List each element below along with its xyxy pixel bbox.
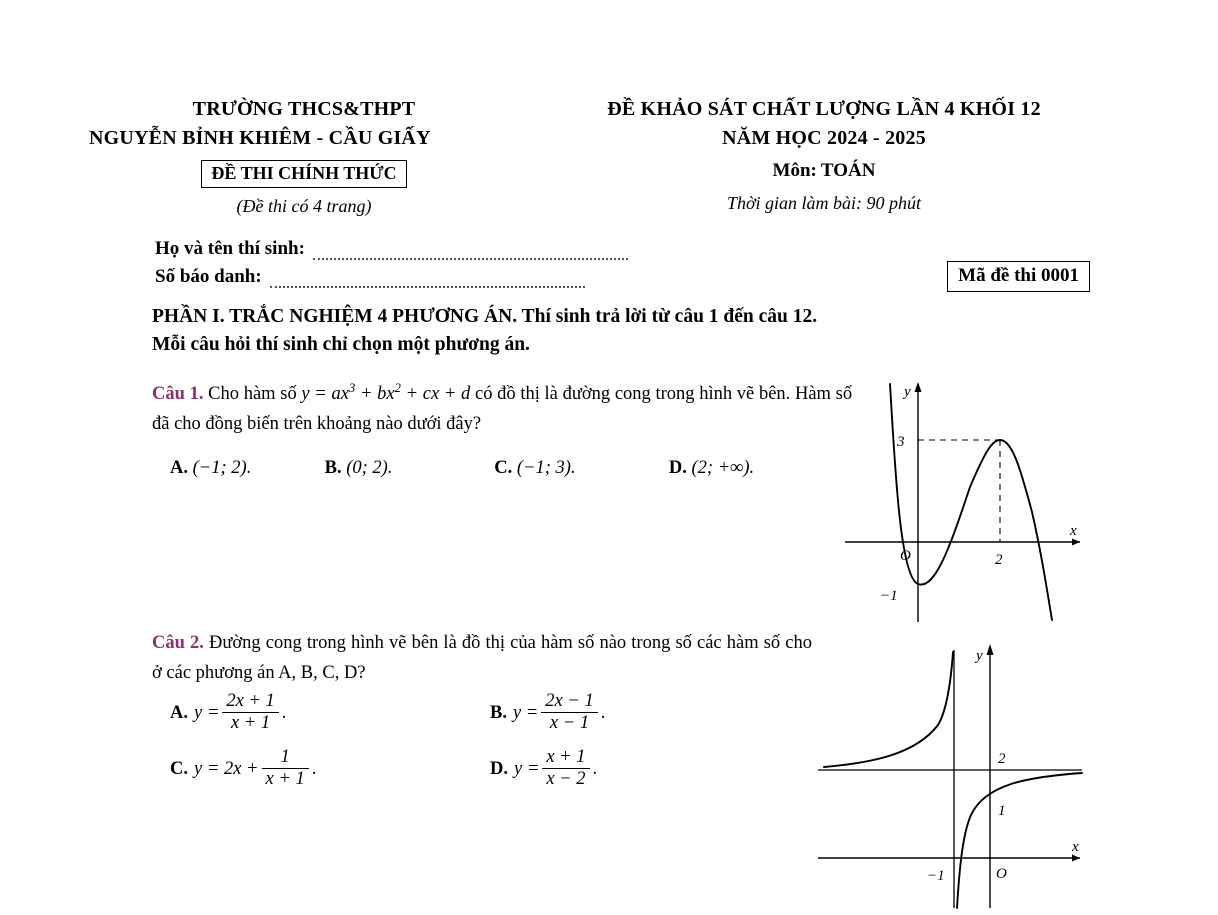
question-1-option-c-value: (−1; 3). [516,458,576,478]
pages-note: (Đề thi có 4 trang) [236,196,372,216]
time-note: Thời gian làm bài: 90 phút [726,193,922,213]
question-1-option-a[interactable] [170,458,320,479]
candidate-id-row [155,266,1055,288]
question-2-option-d-key: D. [490,758,508,779]
question-1-text-part1: Cho hàm số [208,384,297,405]
x-axis-arrow [1072,855,1080,862]
question-1-figure [840,372,1100,627]
question-2-option-d-lead: y = [514,758,540,779]
candidate-info [155,238,1055,294]
fig1-tick-y-3: 3 [897,434,905,450]
question-2-option-d-denominator: x − 2 [546,768,586,789]
question-1-options [170,458,870,479]
question-2-option-d[interactable] [490,748,810,792]
exam-code-badge: Mã đề thi 0001 [947,261,1090,292]
candidate-id-input[interactable] [270,274,585,288]
candidate-name-input[interactable] [313,246,628,260]
question-1-option-c[interactable] [494,458,664,479]
question-1-option-a-value: (−1; 2). [192,458,252,478]
question-1-option-d[interactable] [669,458,754,479]
question-2-option-d-fraction [542,747,589,791]
question-1-option-d-value: (2; +∞). [691,458,755,478]
question-2-option-c-numerator: 1 [262,747,309,769]
question-2-option-b-key: B. [490,703,507,724]
question-1-option-b-key: B. [324,458,342,478]
question-2-option-c-fraction [262,747,309,791]
question-2-option-b-denominator: x − 1 [549,713,590,734]
candidate-name-row [155,238,1055,260]
question-2-option-a-fraction [222,691,278,735]
question-1-formula: $y = ax^3 + bx^2$ + cx + d [301,381,471,405]
fig1-y-label: y [904,384,911,400]
question-2-option-d-numerator: x + 1 [542,747,589,769]
question-1-option-a-key: A. [170,458,188,478]
fig2-y-label: y [976,648,983,664]
question-1-option-c-key: C. [494,458,513,478]
fig2-x-label: x [1072,839,1079,855]
question-2-option-b-tail: . [600,703,606,724]
question-1 [152,378,852,439]
question-2-option-d-tail: . [592,758,598,779]
fig2-tick-x-neg1: −1 [927,868,945,884]
question-2-option-b-lead: y = [512,703,539,724]
school-name-line1: TRƯỜNG THCS&THPT [192,98,416,120]
part-heading-line1: PHẦN I. TRẮC NGHIỆM 4 PHƯƠNG ÁN. Thí sinh trả lời từ câu 1 đến câu 12. [152,306,818,327]
y-axis-arrow [987,644,994,655]
x-axis-arrow [1072,539,1080,546]
fig2-tick-y-2: 2 [998,751,1006,767]
question-1-option-b[interactable] [325,458,490,479]
official-exam-badge: ĐỀ THI CHÍNH THỨC [201,160,406,188]
part-heading-line2: Mỗi câu hỏi thí sinh chỉ chọn một phương án. [152,334,530,356]
question-2-option-a-lead: y = [194,703,220,724]
question-2 [152,629,812,688]
question-2-option-c-tail: . [311,758,317,779]
question-2-option-a-numerator: 2x + 1 [222,691,278,713]
candidate-name-label: Họ và tên thí sinh: [155,238,305,259]
question-2-option-b-numerator: 2x − 1 [541,691,597,713]
question-2-option-a-denominator: x + 1 [230,713,271,734]
exam-header [0,98,1218,217]
question-2-options [170,692,810,803]
question-1-option-b-value: (0; 2). [346,458,393,478]
question-2-option-a[interactable] [170,692,490,736]
question-2-figure [810,630,1100,910]
question-2-option-a-tail: . [281,703,287,724]
exam-title: ĐỀ KHẢO SÁT CHẤT LƯỢNG LẦN 4 KHỐI 12 [607,98,1041,120]
candidate-id-label: Số báo danh: [155,266,262,287]
question-2-option-c-lead: y = 2x + [194,758,259,779]
y-axis-arrow [915,382,922,392]
question-2-options-row-1 [170,692,810,736]
fig2-origin-label: O [996,866,1007,882]
question-2-text: Đường cong trong hình vẽ bên là đồ thị của hàm số nào trong số các hàm số cho ở các phương án A, B, C, D? [152,633,812,683]
fig1-x-label: x [1070,523,1077,539]
fig1-tick-y-neg1: −1 [880,588,898,604]
question-2-option-c-key: C. [170,758,188,779]
question-2-option-a-key: A. [170,703,188,724]
part-heading [152,303,1092,360]
school-name-line2: NGUYỄN BỈNH KHIÊM - CẦU GIẤY [89,127,431,149]
question-1-label: Câu 1. [152,384,204,405]
hyperbola-left-branch [824,652,953,767]
question-2-options-row-2 [170,748,810,792]
question-2-option-b-fraction [541,691,597,735]
question-2-option-c[interactable] [170,748,490,792]
question-2-option-c-denominator: x + 1 [265,768,305,789]
fig1-tick-x-2: 2 [995,552,1003,568]
question-1-option-d-key: D. [668,458,687,478]
subject-value: TOÁN [820,160,876,181]
question-2-option-b[interactable] [490,692,810,736]
school-year: NĂM HỌC 2024 - 2025 [722,127,926,149]
question-1-text-part2: có đồ thị là đường cong trong hình vẽ bên. Hàm số đã cho đồng biến trên khoảng nào dưới đây? [152,384,853,434]
question-2-label: Câu 2. [152,633,204,653]
hyperbola-right-branch [957,773,1082,908]
fig1-origin-label: O [900,548,911,564]
subject-label: Môn: [772,160,817,181]
fig2-tick-y-1: 1 [998,803,1006,819]
cubic-curve [890,384,1052,620]
